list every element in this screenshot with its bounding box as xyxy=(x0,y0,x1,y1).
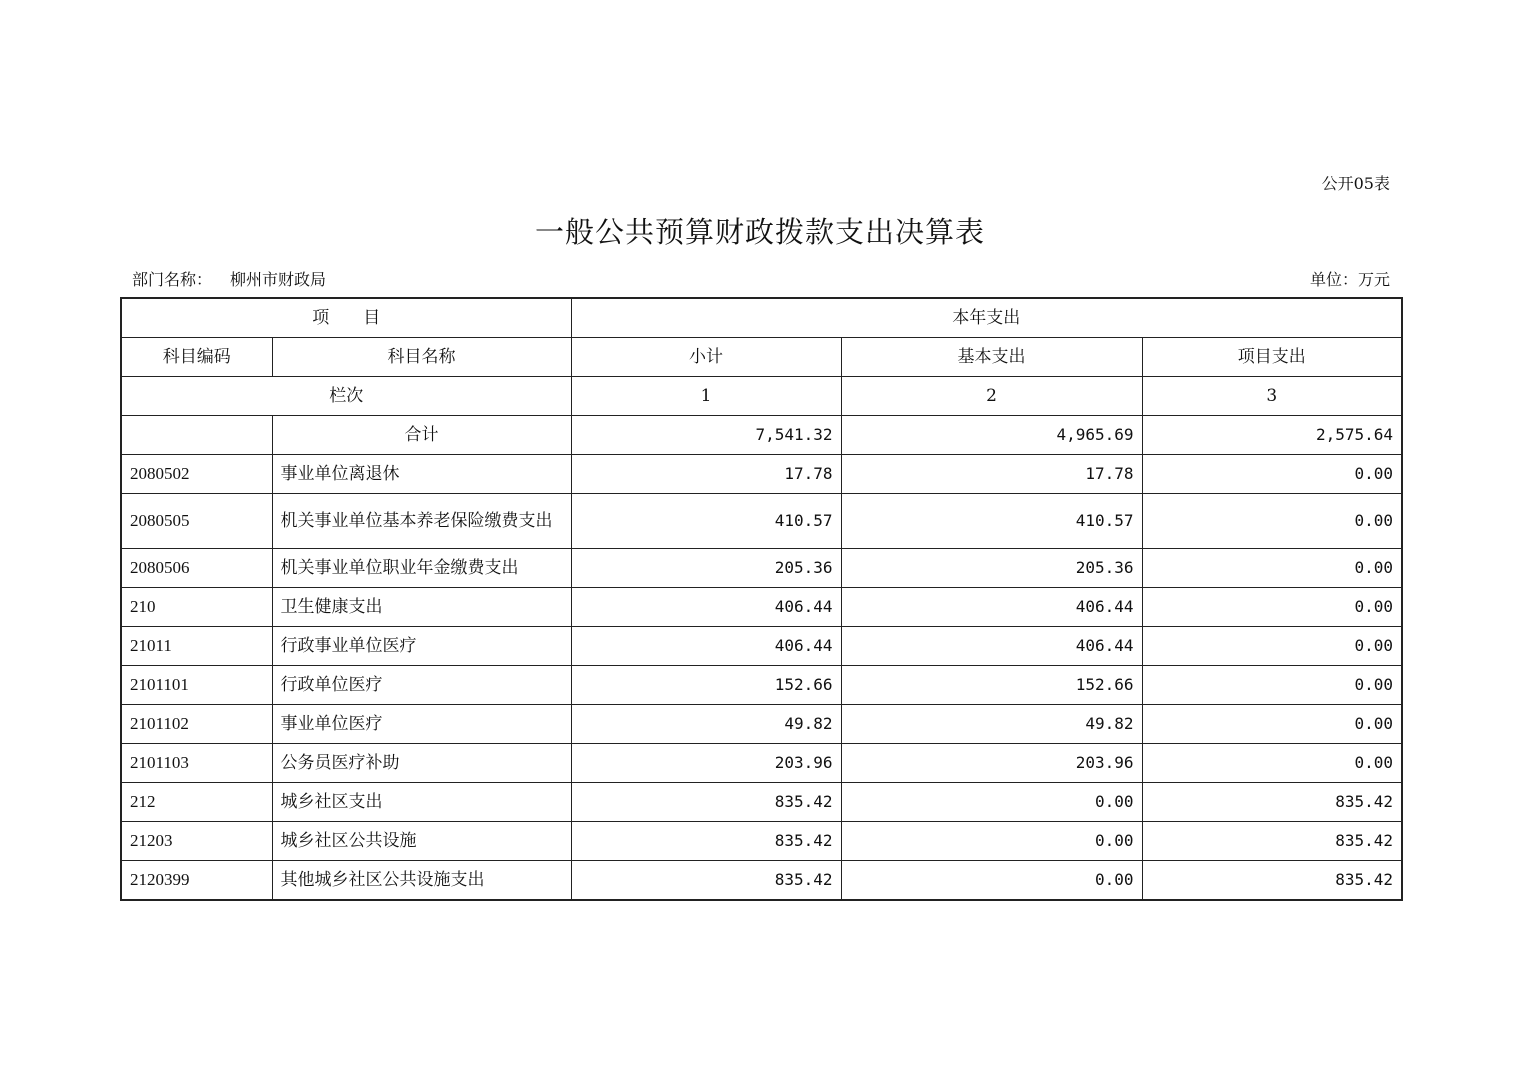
row-name: 行政事业单位医疗 xyxy=(272,627,571,666)
row-project: 0.00 xyxy=(1142,705,1402,744)
department-line xyxy=(132,267,326,290)
table-row xyxy=(121,705,1402,744)
row-name: 机关事业单位职业年金缴费支出 xyxy=(272,549,571,588)
row-basic: 205.36 xyxy=(841,549,1142,588)
row-basic: 152.66 xyxy=(841,666,1142,705)
row-project: 835.42 xyxy=(1142,783,1402,822)
col-header-project: 项目支出 xyxy=(1142,338,1402,377)
row-code: 2080506 xyxy=(121,549,272,588)
row-subtotal: 835.42 xyxy=(571,822,841,861)
row-subtotal: 49.82 xyxy=(571,705,841,744)
index-3: 3 xyxy=(1142,377,1402,416)
table-row xyxy=(121,861,1402,901)
row-name: 公务员医疗补助 xyxy=(272,744,571,783)
row-name: 行政单位医疗 xyxy=(272,666,571,705)
row-project: 0.00 xyxy=(1142,455,1402,494)
row-subtotal: 17.78 xyxy=(571,455,841,494)
header-row-columns xyxy=(121,338,1402,377)
row-basic: 0.00 xyxy=(841,861,1142,901)
row-code: 2080502 xyxy=(121,455,272,494)
index-1: 1 xyxy=(571,377,841,416)
row-code: 21203 xyxy=(121,822,272,861)
row-code: 2080505 xyxy=(121,494,272,549)
row-subtotal: 835.42 xyxy=(571,783,841,822)
table-row xyxy=(121,455,1402,494)
row-subtotal: 410.57 xyxy=(571,494,841,549)
col-header-code: 科目编码 xyxy=(121,338,272,377)
row-basic: 0.00 xyxy=(841,783,1142,822)
row-subtotal: 205.36 xyxy=(571,549,841,588)
row-project: 0.00 xyxy=(1142,588,1402,627)
row-subtotal: 152.66 xyxy=(571,666,841,705)
row-name: 机关事业单位基本养老保险缴费支出 xyxy=(272,494,571,549)
row-project: 0.00 xyxy=(1142,666,1402,705)
row-project: 0.00 xyxy=(1142,549,1402,588)
unit-label: 单位：万元 xyxy=(1309,270,1390,289)
table-row xyxy=(121,588,1402,627)
col-header-subtotal: 小计 xyxy=(571,338,841,377)
row-code: 210 xyxy=(121,588,272,627)
form-code: 公开05表 xyxy=(1321,174,1390,193)
row-basic: 49.82 xyxy=(841,705,1142,744)
department-label: 部门名称： xyxy=(132,270,213,289)
row-basic: 0.00 xyxy=(841,822,1142,861)
row-code: 21011 xyxy=(121,627,272,666)
header-current-year-cell: 本年支出 xyxy=(571,298,1402,338)
row-subtotal: 203.96 xyxy=(571,744,841,783)
index-row xyxy=(121,377,1402,416)
row-project: 835.42 xyxy=(1142,861,1402,901)
row-project: 835.42 xyxy=(1142,822,1402,861)
total-basic: 4,965.69 xyxy=(841,416,1142,455)
row-subtotal: 406.44 xyxy=(571,588,841,627)
row-name: 事业单位离退休 xyxy=(272,455,571,494)
table-row xyxy=(121,822,1402,861)
row-subtotal: 406.44 xyxy=(571,627,841,666)
row-name: 城乡社区公共设施 xyxy=(272,822,571,861)
row-basic: 17.78 xyxy=(841,455,1142,494)
index-label: 栏次 xyxy=(121,377,571,416)
total-row xyxy=(121,416,1402,455)
row-subtotal: 835.42 xyxy=(571,861,841,901)
total-project: 2,575.64 xyxy=(1142,416,1402,455)
row-basic: 406.44 xyxy=(841,588,1142,627)
table-row xyxy=(121,494,1402,549)
header-row-group xyxy=(121,298,1402,338)
table-row xyxy=(121,783,1402,822)
row-name: 事业单位医疗 xyxy=(272,705,571,744)
row-code: 2101102 xyxy=(121,705,272,744)
table-row xyxy=(121,627,1402,666)
header-project-cell: 项 目 xyxy=(121,298,571,338)
row-code: 212 xyxy=(121,783,272,822)
row-basic: 203.96 xyxy=(841,744,1142,783)
row-project: 0.00 xyxy=(1142,744,1402,783)
row-name: 其他城乡社区公共设施支出 xyxy=(272,861,571,901)
row-name: 卫生健康支出 xyxy=(272,588,571,627)
table-row xyxy=(121,666,1402,705)
table-row xyxy=(121,549,1402,588)
total-subtotal: 7,541.32 xyxy=(571,416,841,455)
col-header-name: 科目名称 xyxy=(272,338,571,377)
row-code: 2101103 xyxy=(121,744,272,783)
row-code: 2120399 xyxy=(121,861,272,901)
row-basic: 406.44 xyxy=(841,627,1142,666)
row-code: 2101101 xyxy=(121,666,272,705)
row-project: 0.00 xyxy=(1142,627,1402,666)
table-row xyxy=(121,744,1402,783)
total-code-cell xyxy=(121,416,272,455)
expenditure-table xyxy=(120,297,1403,901)
row-basic: 410.57 xyxy=(841,494,1142,549)
row-project: 0.00 xyxy=(1142,494,1402,549)
document-title: 一般公共预算财政拨款支出决算表 xyxy=(534,215,985,249)
index-2: 2 xyxy=(841,377,1142,416)
department-value: 柳州市财政局 xyxy=(230,270,327,289)
row-name: 城乡社区支出 xyxy=(272,783,571,822)
total-label: 合计 xyxy=(272,416,571,455)
col-header-basic: 基本支出 xyxy=(841,338,1142,377)
